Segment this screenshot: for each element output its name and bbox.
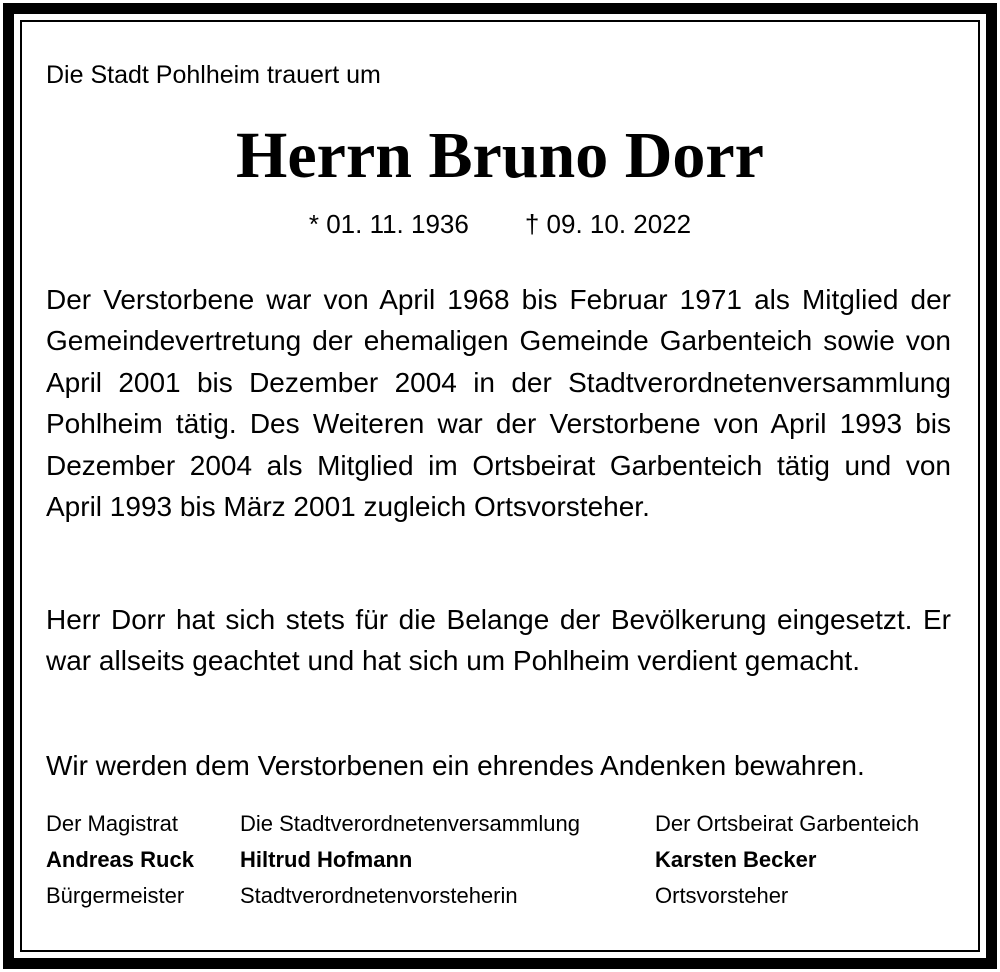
deceased-name: Herrn Bruno Dorr <box>236 119 764 192</box>
signatory-body: Die Stadtverordnetenversammlung <box>240 811 580 836</box>
intro-line: Die Stadt Pohlheim trauert um <box>46 61 381 89</box>
signatory-name: Andreas Ruck <box>46 847 194 872</box>
signature-ortsbeirat <box>655 806 919 914</box>
signatory-name: Hiltrud Hofmann <box>240 847 413 872</box>
signatory-name: Karsten Becker <box>655 847 817 872</box>
signatory-role: Stadtverordnetenvorsteherin <box>240 883 518 908</box>
signatory-body: Der Magistrat <box>46 811 179 836</box>
tribute-paragraph: Herr Dorr hat sich stets für die Belange der Bevölkerung eingesetzt. Er war allseits geachtet und hat sich um Pohlheim verdient gemacht. <box>46 604 951 677</box>
death-date: † 09. 10. 2022 <box>524 209 692 239</box>
signatory-role: Bürgermeister <box>46 883 185 908</box>
biography-paragraph: Der Verstorbene war von April 1968 bis Februar 1971 als Mitglied der Gemeindevertretung der ehemaligen Gemeinde Garbenteich sowie von April 2001 bis Dezember 2004 in der Stadtverordnetenversammlung Pohlheim tätig. Des Weiteren war der Verstorbene von April 1993 bis Dezember 2004 als Mitglied im Ortsbeirat Garbenteich tätig und von April 1993 bis März 2001 zugleich Ortsvorsteher. <box>46 284 951 523</box>
closing-paragraph: Wir werden dem Verstorbenen ein ehrendes Andenken bewahren. <box>46 750 865 781</box>
signature-magistrat <box>46 806 194 914</box>
signature-stadtverordnetenversammlung <box>240 806 580 914</box>
life-dates <box>0 207 1000 241</box>
signatory-role: Ortsvorsteher <box>655 883 789 908</box>
signatures <box>46 806 966 926</box>
birth-date: * 01. 11. 1936 <box>308 209 469 239</box>
signatory-body: Der Ortsbeirat Garbenteich <box>655 811 920 836</box>
